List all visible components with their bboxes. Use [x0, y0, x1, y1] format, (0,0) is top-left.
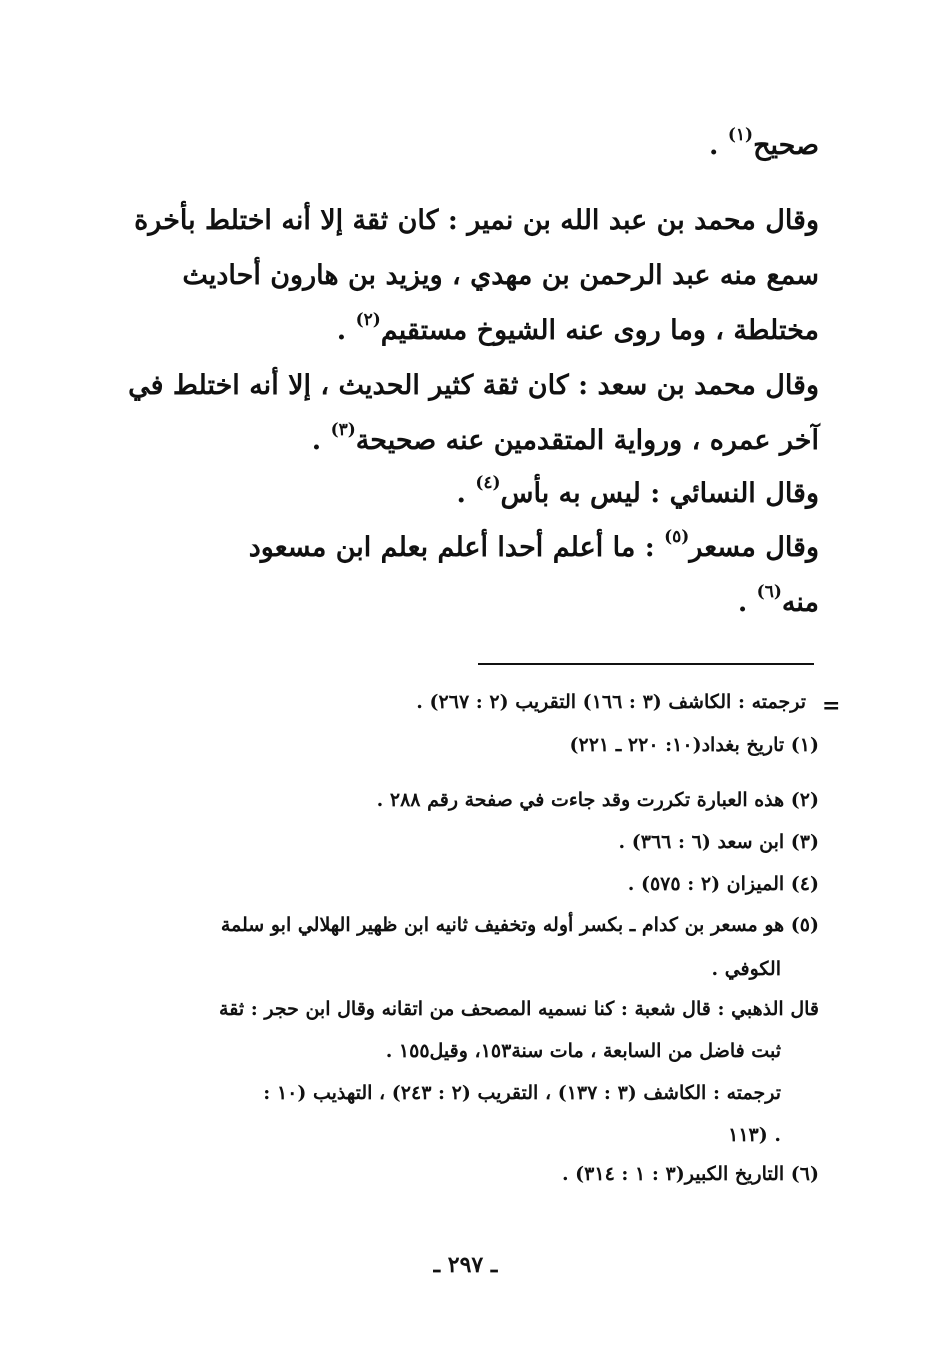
footnote-5-cont: ١١٣) .: [728, 1124, 781, 1146]
continuation-mark: =: [822, 693, 841, 719]
main-text: : ما أعلم أحدا أعلم بعلم ابن مسعود: [248, 532, 655, 563]
footnote-3: (٣) ابن سعد (٦ : ٣٦٦) .: [618, 831, 819, 853]
footnote-separator: [478, 663, 814, 665]
main-text: آخر عمره ، ورواية المتقدمين عنه صحيحة: [355, 425, 819, 456]
main-text: وقال النسائي : ليس به بأس: [500, 478, 819, 509]
footnote-4: (٤) الميزان (٢ : ٥٧٥) .: [627, 873, 819, 895]
main-line-6: [311, 420, 819, 456]
footnote-1: (١) تاريخ بغداد(١٠: ٢٢٠ ـ ٢٢١): [569, 734, 819, 756]
main-punct: .: [336, 315, 347, 346]
footnote-line: ترجمته : الكاشف (٣ : ١٦٦) التقريب (٢ : ٢٦٧) .: [416, 691, 806, 713]
footnote-ref: (٤): [475, 473, 501, 493]
footnote-5: (٥) هو مسعر بن كدام ـ بكسر أوله وتخفيف ثانيه ابن ظهير الهلالي ابو سلمة: [220, 914, 819, 936]
main-line-1: [709, 125, 819, 161]
main-line-2: [134, 205, 819, 236]
footnote-5-cont: ثبت فاضل من السابعة ، مات سنة١٥٣، وقيل١٥٥ .: [385, 1040, 781, 1062]
footnote-6: (٦) التاريخ الكبير(٣ : ١ : ٣١٤) .: [561, 1163, 819, 1185]
footnote-ref: (١): [727, 125, 754, 145]
main-text: صحيح: [753, 130, 819, 161]
main-text: وقال محمد بن عبد الله بن نمير : كان ثقة إلا أنه اختلط بأخرة: [134, 205, 819, 236]
main-text: وقال محمد بن سعد : كان ثقة كثير الحديث ، إلا أنه اختلط في: [128, 370, 819, 401]
footnote-ref: (٢): [355, 310, 381, 330]
main-line-5: [128, 370, 819, 401]
footnote-ref: (٥): [664, 527, 690, 547]
main-punct: .: [456, 478, 466, 509]
footnote-ref: (٣): [330, 420, 356, 440]
page-number: ـ ٢٩٧ ـ: [433, 1252, 498, 1278]
main-text: وقال مسعر: [689, 532, 819, 563]
footnote-5-cont: قال الذهبي : قال شعبة : كنا نسميه المصحف من اتقانه وقال ابن حجر : ثقة: [219, 998, 819, 1020]
main-text: منه: [781, 587, 819, 618]
main-line-7: [456, 473, 820, 509]
footnote-5-cont: الكوفي .: [711, 958, 781, 980]
footnote-2: (٢) هذه العبارة تكررت وقد جاءت في صفحة رقم ٢٨٨ .: [376, 789, 819, 811]
main-punct: .: [311, 425, 322, 456]
main-punct: .: [709, 130, 719, 161]
main-line-8: [248, 527, 819, 563]
main-line-3: [182, 260, 819, 291]
main-punct: .: [737, 587, 748, 618]
footnote-5-cont: ترجمته : الكاشف (٣ : ١٣٧) ، التقريب (٢ : ٢٤٣) ، التهذيب (١٠ :: [263, 1082, 781, 1104]
footnote-ref: (٦): [756, 582, 782, 602]
main-line-9: [737, 582, 819, 618]
main-text: مختلطة ، وما روى عنه الشيوخ مستقيم: [380, 315, 819, 346]
main-text: سمع منه عبد الرحمن بن مهدي ، ويزيد بن هارون أحاديث: [182, 260, 819, 291]
main-line-4: [336, 310, 819, 346]
